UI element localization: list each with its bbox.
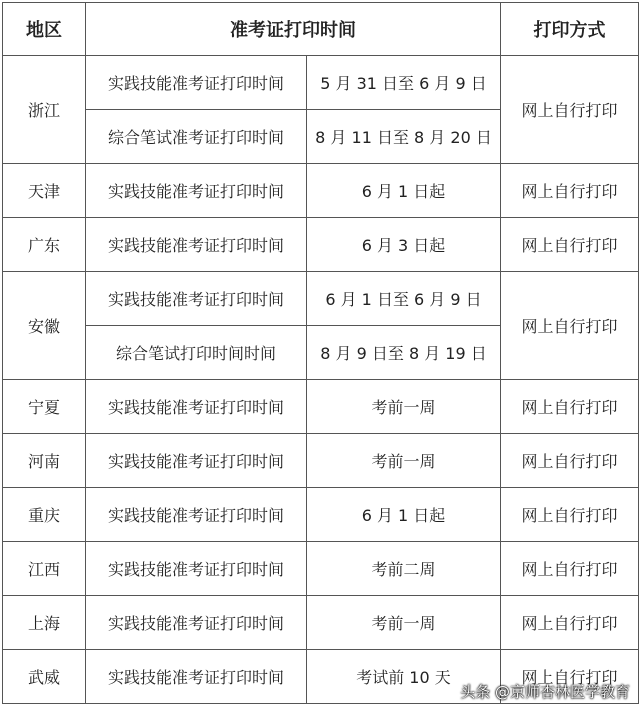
- region-cell: 河南: [3, 434, 86, 488]
- region-cell: 浙江: [3, 56, 86, 164]
- table-row: [3, 56, 639, 110]
- source-watermark: 头条 @京师杏林医学教育: [460, 683, 630, 701]
- date-cell: 5 月 31 日至 6 月 9 日: [307, 56, 501, 110]
- date-cell: 考试前 10 天: [307, 650, 501, 704]
- header-region: 地区: [3, 3, 86, 56]
- date-cell: 考前二周: [307, 542, 501, 596]
- date-cell: 6 月 1 日起: [307, 164, 501, 218]
- item-cell: 实践技能准考证打印时间: [86, 56, 307, 110]
- header-print-time: 准考证打印时间: [86, 3, 501, 56]
- method-cell: 网上自行打印: [501, 488, 639, 542]
- method-cell: 网上自行打印: [501, 596, 639, 650]
- item-cell: 综合笔试准考证打印时间: [86, 110, 307, 164]
- region-cell: 重庆: [3, 488, 86, 542]
- method-cell: 网上自行打印: [501, 56, 639, 164]
- table-row: [3, 380, 639, 434]
- date-cell: 8 月 11 日至 8 月 20 日: [307, 110, 501, 164]
- date-cell: 6 月 1 日起: [307, 488, 501, 542]
- region-cell: 江西: [3, 542, 86, 596]
- exam-ticket-schedule-table: [2, 2, 639, 704]
- method-cell: 网上自行打印: [501, 380, 639, 434]
- item-cell: 实践技能准考证打印时间: [86, 488, 307, 542]
- item-cell: 实践技能准考证打印时间: [86, 434, 307, 488]
- item-cell: 实践技能准考证打印时间: [86, 164, 307, 218]
- item-cell: 实践技能准考证打印时间: [86, 542, 307, 596]
- method-cell: 网上自行打印: [501, 218, 639, 272]
- method-cell: 网上自行打印: [501, 434, 639, 488]
- date-cell: 6 月 3 日起: [307, 218, 501, 272]
- region-cell: 天津: [3, 164, 86, 218]
- method-cell: 网上自行打印: [501, 272, 639, 380]
- method-cell: 网上自行打印: [501, 542, 639, 596]
- item-cell: 综合笔试打印时间时间: [86, 326, 307, 380]
- table-row: [3, 434, 639, 488]
- table-row: [3, 164, 639, 218]
- table-row: [3, 272, 639, 326]
- region-cell: 宁夏: [3, 380, 86, 434]
- date-cell: 考前一周: [307, 596, 501, 650]
- table-row: [3, 218, 639, 272]
- region-cell: 上海: [3, 596, 86, 650]
- item-cell: 实践技能准考证打印时间: [86, 596, 307, 650]
- date-cell: 考前一周: [307, 380, 501, 434]
- item-cell: 实践技能准考证打印时间: [86, 218, 307, 272]
- item-cell: 实践技能准考证打印时间: [86, 650, 307, 704]
- method-cell: 网上自行打印: [501, 164, 639, 218]
- date-cell: 考前一周: [307, 434, 501, 488]
- region-cell: 广东: [3, 218, 86, 272]
- method-cell: 网上自行打印: [501, 650, 639, 704]
- table-row: [3, 488, 639, 542]
- header-print-method: 打印方式: [501, 3, 639, 56]
- table-header-row: [3, 3, 639, 56]
- table-row: [3, 596, 639, 650]
- region-cell: 安徽: [3, 272, 86, 380]
- table-row: [3, 542, 639, 596]
- region-cell: 武威: [3, 650, 86, 704]
- date-cell: 6 月 1 日至 6 月 9 日: [307, 272, 501, 326]
- item-cell: 实践技能准考证打印时间: [86, 380, 307, 434]
- date-cell: 8 月 9 日至 8 月 19 日: [307, 326, 501, 380]
- item-cell: 实践技能准考证打印时间: [86, 272, 307, 326]
